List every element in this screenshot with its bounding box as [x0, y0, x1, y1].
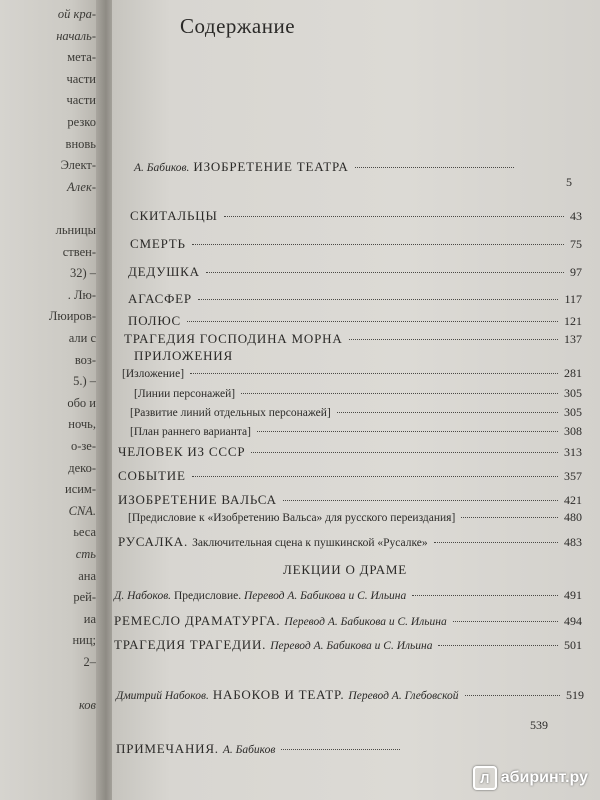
toc-page-number: 121	[564, 314, 582, 328]
left-page-fragment: ьеса	[73, 525, 96, 540]
left-page-fragment: . Лю-	[67, 287, 96, 302]
toc-title: СОБЫТИЕ	[118, 468, 186, 483]
left-page	[0, 0, 102, 800]
toc-page-number: 5	[566, 175, 572, 189]
toc-title: ИЗОБРЕТЕНИЕ ТЕАТРА	[193, 159, 349, 174]
toc-page-babikov	[566, 175, 572, 190]
toc-page-number: 483	[564, 535, 582, 549]
left-page-fragment: деко-	[68, 460, 96, 475]
toc-title: ПОЛЮС	[128, 313, 181, 328]
toc-leader	[241, 393, 558, 394]
toc-translator: Перевод А. Бабикова и С. Ильина	[284, 616, 447, 628]
toc-row-rusalka	[118, 533, 582, 551]
watermark	[473, 766, 588, 790]
toc-page-number: 305	[564, 405, 582, 419]
left-page-fragment: ана	[78, 568, 96, 583]
left-page-fragment: исим-	[65, 482, 96, 497]
toc-title: НАБОКОВ И ТЕАТР.	[212, 687, 345, 702]
left-page-fragment: ниц;	[72, 633, 96, 648]
toc-row-nabokov-predislovie	[114, 588, 582, 603]
toc-title: [Изложение]	[122, 368, 185, 380]
left-page-fragment: иа	[83, 611, 96, 626]
left-page-fragment: обо и	[67, 395, 96, 410]
toc-page-number: 480	[564, 510, 582, 524]
toc-row-primechaniya	[116, 740, 406, 758]
left-page-fragment: мета-	[67, 50, 96, 65]
toc-author: Д. Набоков.	[114, 590, 172, 602]
left-page-fragment: али с	[68, 331, 96, 345]
toc-title: СМЕРТЬ	[130, 236, 186, 251]
left-page-fragment: воз-	[74, 352, 96, 367]
labirint-logo-icon: Л	[473, 766, 497, 790]
toc-title: [Развитие линий отдельных персонажей]	[130, 407, 331, 419]
toc-page-number: 137	[564, 332, 582, 346]
toc-leader	[453, 621, 558, 622]
left-page-fragment: о-зе-	[70, 439, 96, 453]
toc-page-number: 117	[564, 292, 582, 306]
left-page-fragment: резко	[67, 115, 96, 129]
toc-leader	[192, 476, 558, 477]
toc-title: ТРАГЕДИЯ ГОСПОДИНА МОРНА	[124, 331, 343, 346]
toc-row-razvitie	[130, 405, 582, 420]
toc-title: [Предисловие к «Изобретению Вальса» для русского переиздания]	[128, 512, 456, 524]
toc-leader	[281, 749, 400, 750]
toc-leader	[434, 542, 558, 543]
toc-page-number: 281	[564, 366, 582, 380]
toc-title: ПРИМЕЧАНИЯ.	[116, 741, 219, 756]
toc-author: А. Бабиков.	[134, 162, 190, 174]
watermark-text: абиринт.ру	[500, 769, 588, 786]
toc-page-number: 421	[564, 493, 582, 507]
toc-leader	[465, 695, 560, 696]
toc-page-number: 494	[564, 614, 582, 628]
page-title: Содержание	[180, 14, 296, 38]
left-page-fragment: льницы	[55, 223, 96, 237]
left-page-fragment: Люиров-	[48, 309, 96, 324]
toc-page-number: 313	[564, 445, 582, 459]
toc-page-number: 519	[566, 688, 584, 702]
toc-title: ТРАГЕДИЯ ТРАГЕДИИ.	[114, 637, 267, 652]
toc-title: ДЕДУШКА	[128, 264, 200, 279]
toc-translator: Перевод А. Бабикова и С. Ильина	[243, 590, 407, 602]
toc-title: [План раннего варианта]	[130, 426, 251, 438]
left-page-fragment: ночь,	[68, 417, 96, 432]
toc-page-number: 305	[564, 386, 582, 400]
toc-row-smert	[130, 236, 582, 252]
toc-leader	[355, 167, 514, 168]
toc-leader	[349, 339, 558, 340]
section-heading-lektsii: ЛЕКЦИИ О ДРАМЕ	[283, 562, 408, 577]
toc-row-skitaltsy	[130, 208, 582, 224]
toc-page-number: 491	[564, 588, 582, 602]
toc-leader	[337, 412, 558, 413]
left-page-fragment: Алек-	[67, 179, 96, 194]
toc-page-primechaniya	[530, 718, 548, 733]
left-page-fragment: сть	[75, 547, 96, 561]
toc-title: ПРИЛОЖЕНИЯ	[134, 348, 233, 363]
toc-row-izlozhenie	[122, 366, 582, 381]
toc-author: А. Бабиков	[222, 744, 276, 756]
toc-row-chelovek	[118, 444, 582, 460]
toc-row-polyus	[128, 313, 582, 329]
left-page-fragment: ой кра-	[57, 7, 96, 21]
toc-row-nabokov-teatr	[116, 686, 584, 704]
toc-subtitle: Заключительная сцена к пушкинской «Русалке»	[192, 537, 428, 549]
toc-row-agasfer	[128, 291, 582, 307]
toc-page-number: 97	[570, 265, 582, 279]
toc-leader	[224, 216, 564, 217]
toc-page-number: 357	[564, 469, 582, 483]
toc-leader	[192, 244, 564, 245]
left-page-fragment: рей-	[73, 590, 96, 605]
toc-row-babikov	[134, 158, 520, 176]
toc-title: ИЗОБРЕТЕНИЕ ВАЛЬСА	[118, 492, 277, 507]
toc-leader	[187, 321, 558, 322]
toc-leader	[251, 452, 558, 453]
left-page-fragment: 32) –	[69, 266, 96, 281]
toc-title: АГАСФЕР	[128, 291, 192, 306]
toc-leader	[190, 373, 558, 374]
toc-row-predislovie-vals	[128, 510, 582, 525]
toc-page-number: 75	[570, 237, 582, 251]
toc-leader	[283, 500, 558, 501]
left-page-fragment: Элект-	[60, 158, 96, 173]
toc-leader	[198, 299, 558, 300]
toc-leader	[257, 431, 558, 432]
left-page-fragment: 5.) –	[73, 374, 96, 389]
toc-page-number: 308	[564, 424, 582, 438]
toc-author: Дмитрий Набоков.	[116, 690, 209, 702]
toc-title: ЧЕЛОВЕК ИЗ СССР	[118, 444, 246, 459]
toc-page-number: 43	[570, 209, 582, 223]
toc-row-prilozheniya	[134, 348, 233, 364]
toc-row-vals	[118, 492, 582, 508]
toc-row-plan	[130, 424, 582, 439]
left-page-fragment: вновь	[65, 136, 96, 151]
toc-row-sobytie	[118, 468, 582, 484]
toc-title: [Линии персонажей]	[134, 388, 236, 400]
toc-page-number: 539	[530, 718, 548, 732]
toc-row-tragediya	[114, 636, 582, 654]
left-page-fragment: ствен-	[62, 244, 96, 259]
toc-title: РЕМЕСЛО ДРАМАТУРГА.	[114, 613, 281, 628]
toc-leader	[438, 645, 558, 646]
toc-row-remeslo	[114, 612, 582, 630]
left-page-fragment: началь-	[56, 28, 96, 43]
left-page-fragment: CNA.	[68, 503, 96, 518]
toc-leader	[461, 517, 558, 518]
toc-leader	[206, 272, 564, 273]
toc-translator: Перевод А. Бабикова и С. Ильина	[270, 640, 433, 652]
toc-title: Предисловие.	[173, 590, 242, 602]
toc-translator: Перевод А. Глебовской	[348, 690, 459, 702]
left-page-fragment: части	[66, 93, 96, 108]
left-page-fragment: ков	[78, 698, 96, 713]
toc-row-dedushka	[128, 264, 582, 280]
toc-title: РУСАЛКА.	[118, 534, 189, 549]
left-page-fragment: 2–	[83, 655, 96, 669]
toc-row-linii	[134, 386, 582, 401]
toc-title: СКИТАЛЬЦЫ	[130, 208, 218, 223]
left-page-fragment: части	[66, 71, 96, 86]
toc-page-number: 501	[564, 638, 582, 652]
toc-row-morn	[124, 331, 582, 347]
toc-leader	[412, 595, 558, 596]
